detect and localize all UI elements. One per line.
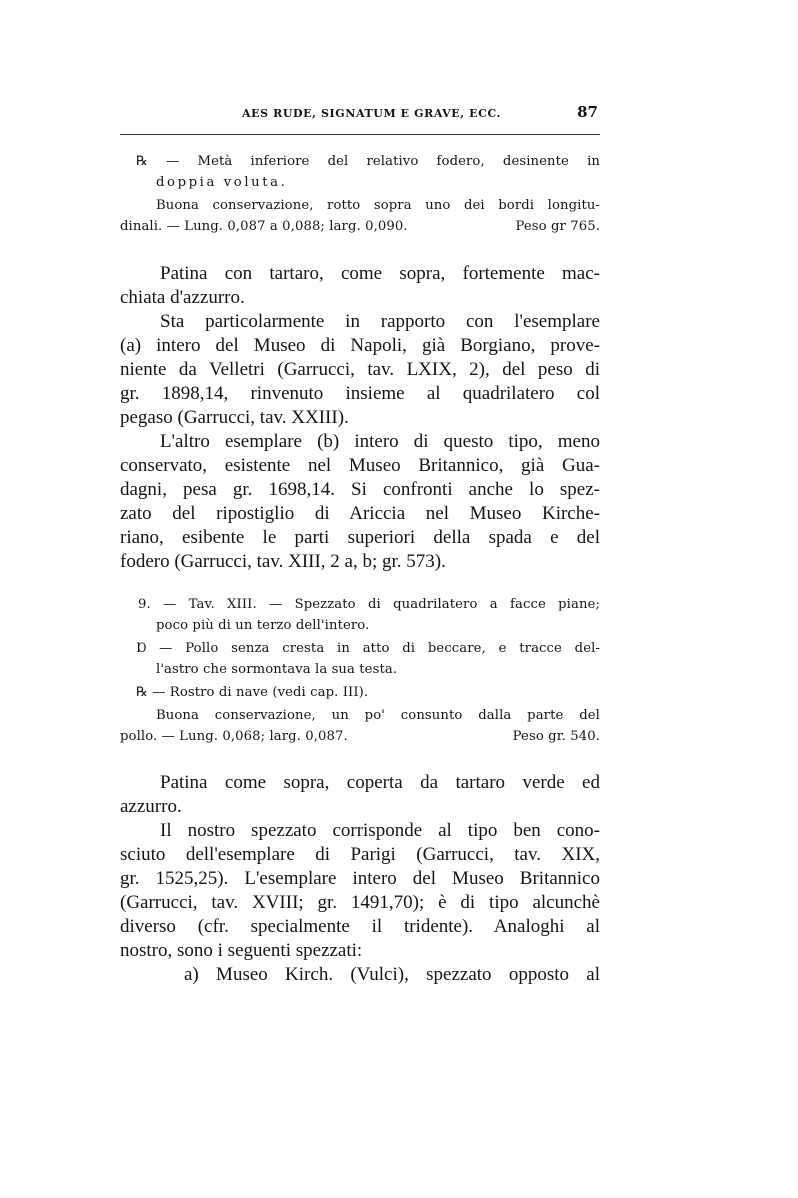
condition-line: dinali. — Lung. 0,087 a 0,088; larg. 0,090.: [120, 219, 408, 234]
weight-line: Peso gr. 540.: [512, 729, 600, 744]
condition-line: pollo. — Lung. 0,068; larg. 0,087.: [120, 729, 348, 744]
paragraph-line: chiata d'azzurro.: [120, 287, 245, 308]
paragraph-line: Patina come sopra, coperta da tartaro verde ed: [160, 772, 600, 793]
paragraph-line: (Garrucci, tav. XVIII; gr. 1491,70); è di tipo alcunchè: [120, 892, 600, 913]
reverse-description-line: ℞ — Rostro di nave (vedi cap. III).: [136, 685, 369, 700]
paragraph-line: riano, esibente le parti superiori della spada e del: [120, 527, 600, 548]
condition-line: Buona conservazione, rotto sopra uno dei bordi longitu-: [156, 198, 600, 213]
obverse-description-line: Ɒ — Pollo senza cresta in atto di beccare, e tracce del-: [136, 641, 600, 656]
paragraph-line: Patina con tartaro, come sopra, fortemente mac-: [160, 263, 600, 284]
paragraph-line: L'altro esemplare (b) intero di questo tipo, meno: [160, 431, 600, 452]
paragraph-line: conservato, esistente nel Museo Britannico, già Gua-: [120, 455, 600, 476]
running-head: AES RUDE, SIGNATUM E GRAVE, ECC.: [242, 107, 502, 120]
reverse-description-line: ℞ — Metà inferiore del relativo fodero, desinente in: [136, 154, 600, 169]
page-header: [120, 103, 600, 127]
page-number: 87: [577, 103, 598, 121]
paragraph-line: sciuto dell'esemplare di Parigi (Garrucci, tav. XIX,: [120, 844, 600, 865]
paragraph-line: zato del ripostiglio di Ariccia nel Museo Kirche-: [120, 503, 600, 524]
paragraph-line: Sta particolarmente in rapporto con l'esemplare: [160, 311, 600, 332]
paragraph-line: azzurro.: [120, 796, 182, 817]
paragraph-line: fodero (Garrucci, tav. XIII, 2 a, b; gr. 573).: [120, 551, 446, 572]
paragraph-line: gr. 1525,25). L'esemplare intero del Museo Britannico: [120, 868, 600, 889]
paragraph-line: diverso (cfr. specialmente il tridente). Analoghi al: [120, 916, 600, 937]
reverse-description-line: doppia voluta.: [156, 175, 288, 190]
catalogue-entry-line: 9. — Tav. XIII. — Spezzato di quadrilatero a facce piane;: [138, 597, 600, 612]
obverse-description-line: l'astro che sormontava la sua testa.: [156, 662, 398, 677]
paragraph-line: Il nostro spezzato corrisponde al tipo ben cono-: [160, 820, 600, 841]
paragraph-line: a) Museo Kirch. (Vulci), spezzato opposto al: [184, 964, 600, 985]
paragraph-line: dagni, pesa gr. 1698,14. Si confronti anche lo spez-: [120, 479, 600, 500]
paragraph-line: gr. 1898,14, rinvenuto insieme al quadrilatero col: [120, 383, 600, 404]
paragraph-line: nostro, sono i seguenti spezzati:: [120, 940, 363, 961]
condition-line: Buona conservazione, un po' consunto dalla parte del: [156, 708, 600, 723]
header-rule: [120, 134, 600, 135]
paragraph-line: pegaso (Garrucci, tav. XXIII).: [120, 407, 349, 428]
paragraph-line: niente da Velletri (Garrucci, tav. LXIX, 2), del peso di: [120, 359, 600, 380]
catalogue-entry-line: poco più di un terzo dell'intero.: [156, 618, 370, 633]
weight-line: Peso gr 765.: [515, 219, 600, 234]
paragraph-line: (a) intero del Museo di Napoli, già Borgiano, prove-: [120, 335, 600, 356]
